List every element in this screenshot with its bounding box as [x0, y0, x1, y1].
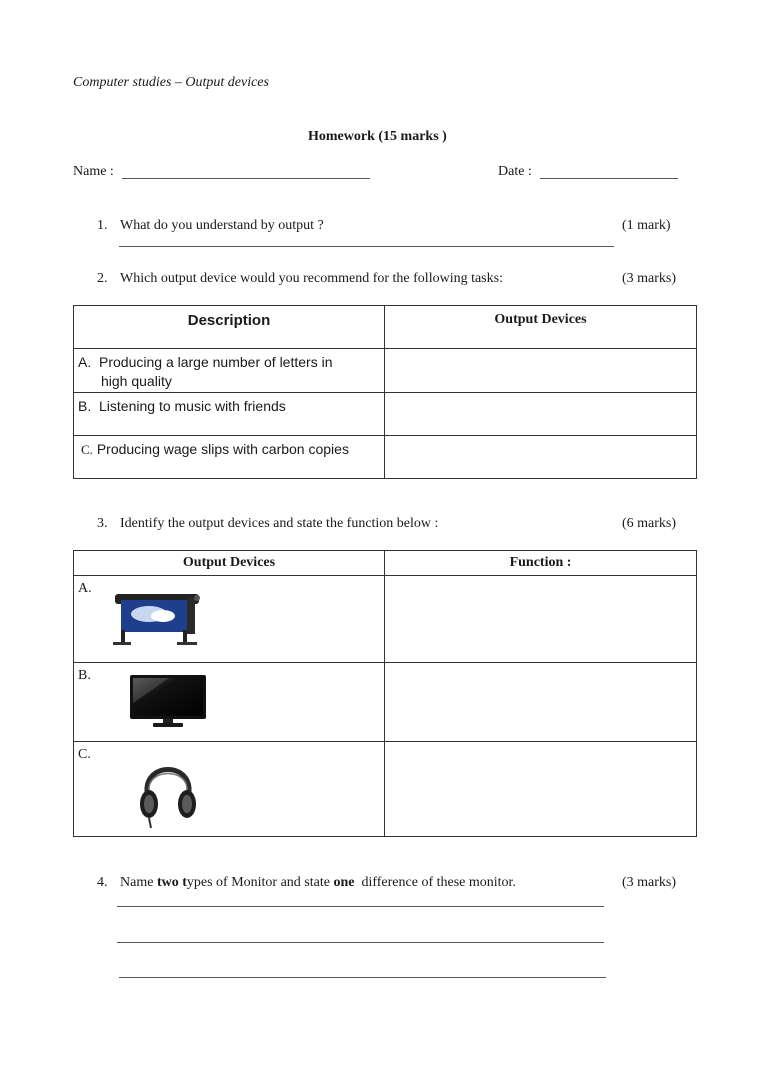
q2-number: 2.: [97, 271, 108, 286]
q4-text-pre: Name: [120, 875, 157, 890]
q2-row-b-answer[interactable]: [385, 393, 697, 436]
date-label: Date :: [498, 164, 532, 179]
q3-row-c-device: [74, 742, 385, 837]
table-row: [74, 436, 697, 479]
q3-row-a-letter: A.: [78, 581, 92, 596]
q2-row-b-text: Listening to music with friends: [99, 398, 286, 414]
q2-row-a-text: Producing a large number of letters in: [99, 354, 333, 370]
q4-text-bold-two: two t: [156, 875, 187, 890]
q3-header-output-devices: Output Devices: [74, 551, 385, 576]
q1-number: 1.: [97, 218, 108, 233]
q2-row-b-letter: B.: [78, 398, 92, 414]
q3-header-function: Function :: [385, 551, 697, 576]
q4-marks: (3 marks): [622, 875, 677, 890]
q3-row-a-device: [74, 576, 385, 663]
plotter-icon: [111, 586, 203, 648]
q4-text-mid: ypes of Monitor and state: [186, 875, 334, 890]
q2-row-a-text2: high quality: [101, 373, 172, 389]
q3-row-a-function[interactable]: [385, 576, 697, 663]
q2-row-a-letter: A.: [78, 354, 92, 370]
monitor-icon: [129, 673, 209, 729]
table-row: [74, 663, 697, 742]
q2-row-c-text: Producing wage slips with carbon copies: [96, 441, 349, 457]
q3-table: [73, 550, 697, 837]
q4-number: 4.: [97, 875, 108, 890]
headphones-icon: [137, 752, 199, 830]
q3-row-c-function[interactable]: [385, 742, 697, 837]
q4-text: [120, 875, 516, 891]
q4-text-bold-one: one: [333, 875, 355, 890]
q4-answer-line-2[interactable]: [117, 942, 604, 943]
name-label: Name :: [73, 164, 114, 179]
q2-row-c-description: [74, 436, 385, 479]
q3-header-row: [74, 551, 697, 576]
course-header: Computer studies – Output devices: [73, 75, 269, 90]
q2-row-a-description: [74, 349, 385, 393]
q3-number: 3.: [97, 516, 108, 531]
q3-row-b-function[interactable]: [385, 663, 697, 742]
q2-row-a-answer[interactable]: [385, 349, 697, 393]
q2-marks: (3 marks): [622, 271, 677, 286]
q4-answer-line-1[interactable]: [117, 906, 604, 907]
homework-title: Homework (15 marks ): [308, 129, 447, 144]
q3-row-b-letter: B.: [78, 668, 91, 683]
date-field[interactable]: [540, 178, 678, 179]
q3-text: Identify the output devices and state the function below :: [120, 516, 439, 531]
q2-row-c-letter: C.: [81, 442, 93, 457]
q2-row-c-answer[interactable]: [385, 436, 697, 479]
table-row: [74, 742, 697, 837]
q2-table: [73, 305, 697, 479]
table-row: [74, 576, 697, 663]
table-row: [74, 393, 697, 436]
name-field[interactable]: [122, 178, 370, 179]
q3-row-b-device: [74, 663, 385, 742]
q2-text: Which output device would you recommend for the following tasks:: [120, 271, 503, 286]
q1-marks: (1 mark): [622, 218, 671, 233]
q2-header-output-devices: Output Devices: [385, 306, 697, 349]
q2-header-row: [74, 306, 697, 349]
q1-answer-line[interactable]: [119, 246, 614, 247]
table-row: [74, 349, 697, 393]
q2-header-description: Description: [74, 306, 385, 349]
q3-row-c-letter: C.: [78, 747, 91, 762]
q2-row-b-description: [74, 393, 385, 436]
q4-text-post: difference of these monitor.: [354, 875, 516, 890]
q1-text: What do you understand by output ?: [120, 218, 324, 233]
q4-answer-line-3[interactable]: [119, 977, 606, 978]
q3-marks: (6 marks): [622, 516, 677, 531]
